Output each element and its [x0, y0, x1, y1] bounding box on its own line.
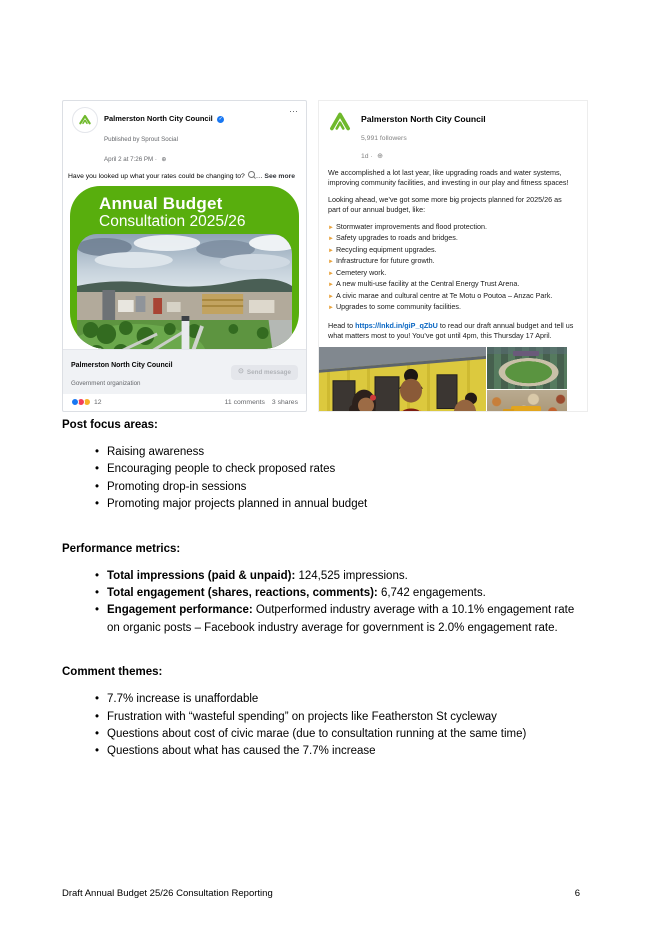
list-item: ► Cemetery work.	[328, 267, 387, 277]
search-icon	[248, 171, 255, 178]
list-item: • Engagement performance: Outperformed industry average with a 10.1% engagement rate on organic posts – Facebook industry average for government is 2.0% engagement rate.	[62, 602, 588, 637]
graphic-title-line1: Annual Budget	[99, 193, 223, 213]
post-screenshots-row	[62, 100, 588, 412]
page-bar-name[interactable]: Palmerston North City Council	[71, 362, 173, 369]
list-item: • Promoting drop-in sessions	[62, 479, 588, 496]
company-name[interactable]: Palmerston North City Council	[361, 114, 486, 124]
list-item: • Total impressions (paid & unpaid): 124,525 impressions.	[62, 568, 588, 585]
projects-list	[328, 222, 576, 314]
linkedin-post-screenshot	[318, 100, 588, 412]
list-item: • 7.7% increase is unaffordable	[62, 691, 588, 708]
linkedin-post-header	[319, 101, 587, 167]
list-item: ► A new multi-use facility at the Central Energy Trust Arena.	[328, 279, 520, 289]
pointing-finger-icon: ►	[328, 259, 334, 266]
chevron-logo-icon	[77, 112, 93, 128]
published-by: Published by Sprout Social	[104, 136, 178, 143]
followers-count: 5,991 followers	[361, 135, 407, 142]
annual-budget-graphic[interactable]	[70, 186, 299, 349]
pointing-finger-icon: ►	[328, 236, 334, 243]
page-name[interactable]: Palmerston North City Council	[104, 114, 213, 123]
reaction-count[interactable]: 12	[94, 398, 102, 406]
page-number: 6	[574, 888, 580, 899]
section-heading: Comment themes:	[62, 666, 163, 679]
council-logo-avatar[interactable]	[327, 109, 353, 135]
city-aerial-photo[interactable]	[77, 234, 292, 349]
stadium-aerial-photo[interactable]	[487, 347, 567, 389]
post-paragraph: We accomplished a lot last year, like upgrading roads and water systems, improving community facilities, and investing in our play and fitness spaces!	[328, 168, 569, 187]
graphic-title-line2: Consultation 2025/26	[99, 212, 246, 230]
bullet-list	[62, 691, 588, 761]
like-reaction-icon[interactable]	[71, 398, 79, 406]
list-item: • Frustration with “wasteful spending” on projects like Featherston St cycleway	[62, 709, 588, 726]
facebook-post-screenshot	[62, 100, 307, 412]
post-paragraph: Looking ahead, we’ve got some more big projects planned for 2025/26 as part of our annual budget, like:	[328, 194, 562, 214]
send-message-button[interactable]: ⊙ Send message	[231, 365, 298, 380]
post-timestamp[interactable]: April 2 at 7:26 PM ·	[104, 156, 157, 163]
list-item: • Raising awareness	[62, 444, 588, 461]
section-comment-themes	[62, 666, 588, 761]
engagement-bar	[63, 394, 306, 411]
list-item: • Encouraging people to check proposed rates	[62, 461, 588, 478]
list-item: ► Safety upgrades to roads and bridges.	[328, 233, 458, 243]
list-item: ► Stormwater improvements and flood protection.	[328, 221, 487, 231]
photo-collage	[319, 347, 567, 412]
document-body	[62, 419, 588, 761]
facebook-post-header	[63, 101, 306, 168]
bullet-list	[62, 568, 588, 638]
pointing-finger-icon: ►	[328, 224, 334, 231]
community-women-photo[interactable]	[319, 347, 486, 412]
list-item: • Total engagement (shares, reactions, comments): 6,742 engagements.	[62, 585, 588, 602]
post-menu-icon[interactable]: ⋯	[289, 106, 298, 116]
section-post-focus	[62, 419, 588, 514]
pointing-finger-icon: ►	[328, 247, 334, 254]
bullet-list	[62, 444, 588, 514]
list-item: ► Upgrades to some community facilities.	[328, 302, 461, 312]
page-footer	[62, 888, 580, 899]
list-item: • Promoting major projects planned in annual budget	[62, 496, 588, 513]
list-item: • Questions about cost of civic marae (due to consultation running at the same time)	[62, 726, 588, 743]
page-bar-category: Government organization	[71, 380, 141, 387]
globe-icon: ⊕	[161, 156, 167, 163]
pointing-finger-icon: ►	[328, 293, 334, 300]
footer-title: Draft Annual Budget 25/26 Consultation Reporting	[62, 888, 273, 899]
shares-count[interactable]: 3 shares	[271, 398, 298, 406]
grandstand	[513, 351, 539, 356]
pointing-finger-icon: ►	[328, 282, 334, 289]
recycling-loader-photo[interactable]	[487, 390, 567, 412]
list-item: ► Recycling equipment upgrades.	[328, 244, 437, 254]
section-performance-metrics	[62, 543, 588, 638]
comments-count[interactable]: 11 comments	[224, 398, 265, 406]
chevron-logo-icon	[327, 109, 353, 135]
post-age: 1d ·	[361, 153, 373, 160]
messenger-icon: ⊙	[238, 368, 244, 375]
section-heading: Performance metrics:	[62, 542, 181, 555]
budget-link[interactable]: https://lnkd.in/giP_qZbU	[355, 320, 438, 330]
facebook-page-bar	[63, 349, 306, 394]
council-logo-avatar[interactable]	[72, 107, 98, 133]
pointing-finger-icon: ►	[328, 270, 334, 277]
cta-paragraph: Head to https://lnkd.in/giP_qZbU to read our draft annual budget and tell us what matters most to you! You’ve got until 4pm, this Thursday 17 April.	[328, 320, 574, 340]
section-heading: Post focus areas:	[62, 419, 158, 431]
list-item: ► Infrastructure for future growth.	[328, 256, 435, 266]
globe-icon: ⊕	[377, 153, 383, 160]
see-more-link[interactable]: See more	[264, 173, 296, 180]
linkedin-post-body	[319, 167, 587, 347]
list-item: ► A civic marae and cultural centre at Te Motu o Poutoa – Anzac Park.	[328, 290, 553, 300]
list-item: • Questions about what has caused the 7.7% increase	[62, 743, 588, 760]
verified-badge-icon: ✓	[218, 116, 223, 122]
pointing-finger-icon: ►	[328, 305, 334, 312]
post-text: Have you looked up what your rates could be changing to? … See more	[68, 173, 296, 180]
front-loader	[511, 406, 541, 412]
